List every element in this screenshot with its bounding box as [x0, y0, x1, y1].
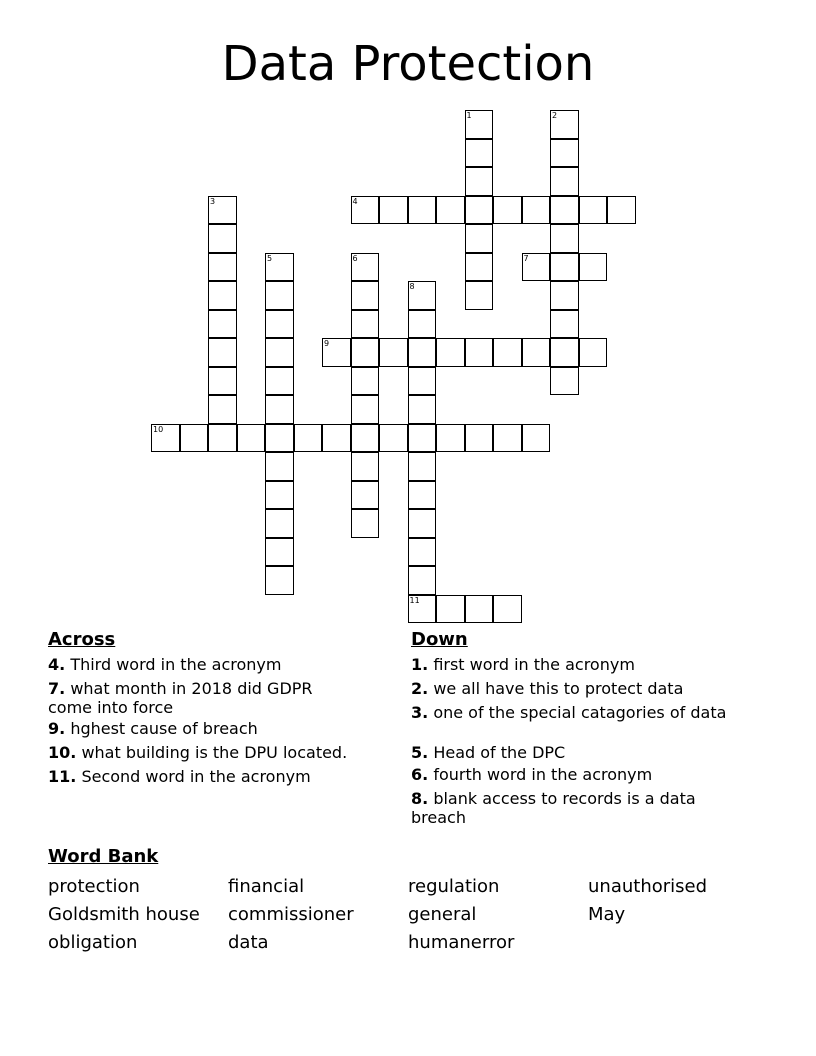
crossword-cell[interactable]: [579, 253, 608, 282]
clue-text: fourth word in the acronym: [433, 765, 653, 784]
word-bank-item: protection: [48, 876, 140, 897]
crossword-cell[interactable]: [294, 424, 323, 453]
crossword-cell[interactable]: [151, 424, 180, 453]
down-clue: [411, 655, 741, 674]
crossword-cell[interactable]: [522, 253, 551, 282]
crossword-cell[interactable]: [265, 481, 294, 510]
crossword-cell[interactable]: [351, 509, 380, 538]
cell-number: 8: [409, 282, 415, 291]
crossword-cell[interactable]: [579, 196, 608, 225]
crossword-cell[interactable]: [522, 424, 551, 453]
crossword-cell[interactable]: [436, 196, 465, 225]
crossword-cell[interactable]: [465, 424, 494, 453]
crossword-cell[interactable]: [465, 167, 494, 196]
cell-number: 1: [466, 111, 472, 120]
word-bank-item: financial: [228, 876, 305, 897]
crossword-cell[interactable]: [436, 338, 465, 367]
down-clue: [411, 765, 741, 784]
crossword-cell[interactable]: [408, 424, 437, 453]
word-bank-item: data: [228, 932, 269, 953]
crossword-cell[interactable]: [579, 338, 608, 367]
crossword-cell[interactable]: [550, 139, 579, 168]
down-clue: [411, 679, 741, 698]
word-bank-item: regulation: [408, 876, 500, 897]
crossword-cell[interactable]: [408, 452, 437, 481]
clue-number: 11.: [48, 767, 77, 786]
crossword-cell[interactable]: [550, 167, 579, 196]
crossword-cell[interactable]: [550, 338, 579, 367]
word-bank-item: commissioner: [228, 904, 354, 925]
crossword-cell[interactable]: [208, 253, 237, 282]
crossword-cell[interactable]: [408, 367, 437, 396]
crossword-cell[interactable]: [351, 452, 380, 481]
word-bank-item: unauthorised: [588, 876, 708, 897]
crossword-cell[interactable]: [408, 481, 437, 510]
crossword-cell[interactable]: [237, 424, 266, 453]
crossword-cell[interactable]: [208, 338, 237, 367]
clue-number: 1.: [411, 655, 429, 674]
crossword-cell[interactable]: [408, 196, 437, 225]
crossword-cell[interactable]: [351, 395, 380, 424]
crossword-cell[interactable]: [493, 424, 522, 453]
crossword-cell[interactable]: [465, 139, 494, 168]
crossword-cell[interactable]: [465, 110, 494, 139]
clue-text: Second word in the acronym: [81, 767, 311, 786]
crossword-cell[interactable]: [408, 395, 437, 424]
crossword-cell[interactable]: [322, 424, 351, 453]
crossword-cell[interactable]: [379, 424, 408, 453]
crossword-cell[interactable]: [493, 338, 522, 367]
crossword-cell[interactable]: [465, 196, 494, 225]
page-title: Data Protection: [221, 36, 595, 92]
crossword-cell[interactable]: [493, 196, 522, 225]
crossword-cell[interactable]: [208, 395, 237, 424]
crossword-cell[interactable]: [408, 566, 437, 595]
crossword-cell[interactable]: [522, 196, 551, 225]
clue-text: one of the special catagories of data: [433, 703, 727, 722]
crossword-cell[interactable]: [208, 196, 237, 225]
crossword-cell[interactable]: [408, 595, 437, 624]
crossword-cell[interactable]: [265, 253, 294, 282]
crossword-cell[interactable]: [265, 509, 294, 538]
crossword-cell[interactable]: [550, 253, 579, 282]
down-clue: [411, 703, 736, 722]
crossword-cell[interactable]: [550, 224, 579, 253]
crossword-cell[interactable]: [436, 595, 465, 624]
crossword-cell[interactable]: [465, 281, 494, 310]
clue-number: 9.: [48, 719, 66, 738]
crossword-cell[interactable]: [265, 452, 294, 481]
cell-number: 2: [552, 111, 558, 120]
crossword-cell[interactable]: [351, 424, 380, 453]
clue-text: Third word in the acronym: [70, 655, 282, 674]
word-bank-item: Goldsmith house: [48, 904, 200, 925]
clue-number: 4.: [48, 655, 66, 674]
crossword-cell[interactable]: [351, 310, 380, 339]
cell-number: 9: [324, 339, 330, 348]
crossword-cell[interactable]: [379, 338, 408, 367]
crossword-cell[interactable]: [550, 196, 579, 225]
crossword-cell[interactable]: [208, 224, 237, 253]
clue-text: first word in the acronym: [433, 655, 635, 674]
word-bank-heading: Word Bank: [48, 846, 159, 867]
clue-number: 10.: [48, 743, 77, 762]
across-heading: Across: [48, 629, 116, 650]
down-heading: Down: [411, 629, 468, 650]
crossword-cell[interactable]: [550, 310, 579, 339]
crossword-cell[interactable]: [265, 310, 294, 339]
crossword-cell[interactable]: [265, 538, 294, 567]
crossword-cell[interactable]: [465, 224, 494, 253]
word-bank-item: May: [588, 904, 626, 925]
crossword-cell[interactable]: [351, 253, 380, 282]
crossword-cell[interactable]: [180, 424, 209, 453]
crossword-cell[interactable]: [351, 338, 380, 367]
crossword-cell[interactable]: [322, 338, 351, 367]
crossword-cell[interactable]: [408, 538, 437, 567]
crossword-cell[interactable]: [208, 367, 237, 396]
down-clue: [411, 789, 741, 827]
clue-number: 3.: [411, 703, 429, 722]
cell-number: 3: [210, 196, 216, 206]
word-bank-item: humanerror: [408, 932, 515, 953]
cell-number: 5: [267, 253, 273, 263]
word-bank-item: obligation: [48, 932, 138, 953]
crossword-cell[interactable]: [351, 281, 380, 310]
crossword-cell[interactable]: [265, 395, 294, 424]
crossword-cell[interactable]: [465, 595, 494, 624]
across-clue: [48, 743, 393, 762]
clue-text: hghest cause of breach: [70, 719, 258, 738]
cell-number: 6: [352, 253, 358, 263]
clue-number: 8.: [411, 789, 429, 808]
down-clue: [411, 743, 741, 762]
crossword-cell[interactable]: [265, 367, 294, 396]
crossword-cell[interactable]: [351, 481, 380, 510]
clue-number: 7.: [48, 679, 66, 698]
crossword-cell[interactable]: [208, 424, 237, 453]
crossword-cell[interactable]: [379, 196, 408, 225]
crossword-cell[interactable]: [265, 424, 294, 453]
clue-text: Head of the DPC: [433, 743, 566, 762]
word-bank-item: general: [408, 904, 477, 925]
crossword-cell[interactable]: [408, 338, 437, 367]
clue-text: what month in 2018 did GDPR come into force: [48, 679, 313, 717]
cell-number: 11: [409, 595, 420, 605]
crossword-cell[interactable]: [607, 196, 636, 225]
crossword-cell[interactable]: [208, 281, 237, 310]
crossword-cell[interactable]: [465, 253, 494, 282]
across-clue: [48, 719, 388, 738]
crossword-cell[interactable]: [265, 566, 294, 595]
crossword-cell[interactable]: [408, 310, 437, 339]
crossword-cell[interactable]: [265, 338, 294, 367]
crossword-cell[interactable]: [465, 338, 494, 367]
crossword-cell[interactable]: [436, 424, 465, 453]
across-clue: [48, 767, 388, 786]
crossword-cell[interactable]: [522, 338, 551, 367]
cell-number: 7: [523, 253, 529, 263]
crossword-cell[interactable]: [408, 509, 437, 538]
clue-text: what building is the DPU located.: [81, 743, 348, 762]
crossword-cell[interactable]: [351, 196, 380, 225]
across-clue: [48, 655, 388, 674]
clue-text: blank access to records is a data breach: [411, 789, 696, 827]
crossword-cell[interactable]: [550, 281, 579, 310]
clue-number: 6.: [411, 765, 429, 784]
cell-number: 4: [352, 196, 358, 206]
crossword-cell[interactable]: [208, 310, 237, 339]
clue-number: 5.: [411, 743, 429, 762]
crossword-cell[interactable]: [550, 110, 579, 139]
crossword-cell[interactable]: [351, 367, 380, 396]
crossword-cell[interactable]: [408, 281, 437, 310]
clue-text: we all have this to protect data: [433, 679, 684, 698]
crossword-cell[interactable]: [265, 281, 294, 310]
cell-number: 10: [153, 424, 164, 434]
clue-number: 2.: [411, 679, 429, 698]
across-clue: [48, 679, 348, 717]
crossword-cell[interactable]: [550, 367, 579, 396]
crossword-cell[interactable]: [493, 595, 522, 624]
